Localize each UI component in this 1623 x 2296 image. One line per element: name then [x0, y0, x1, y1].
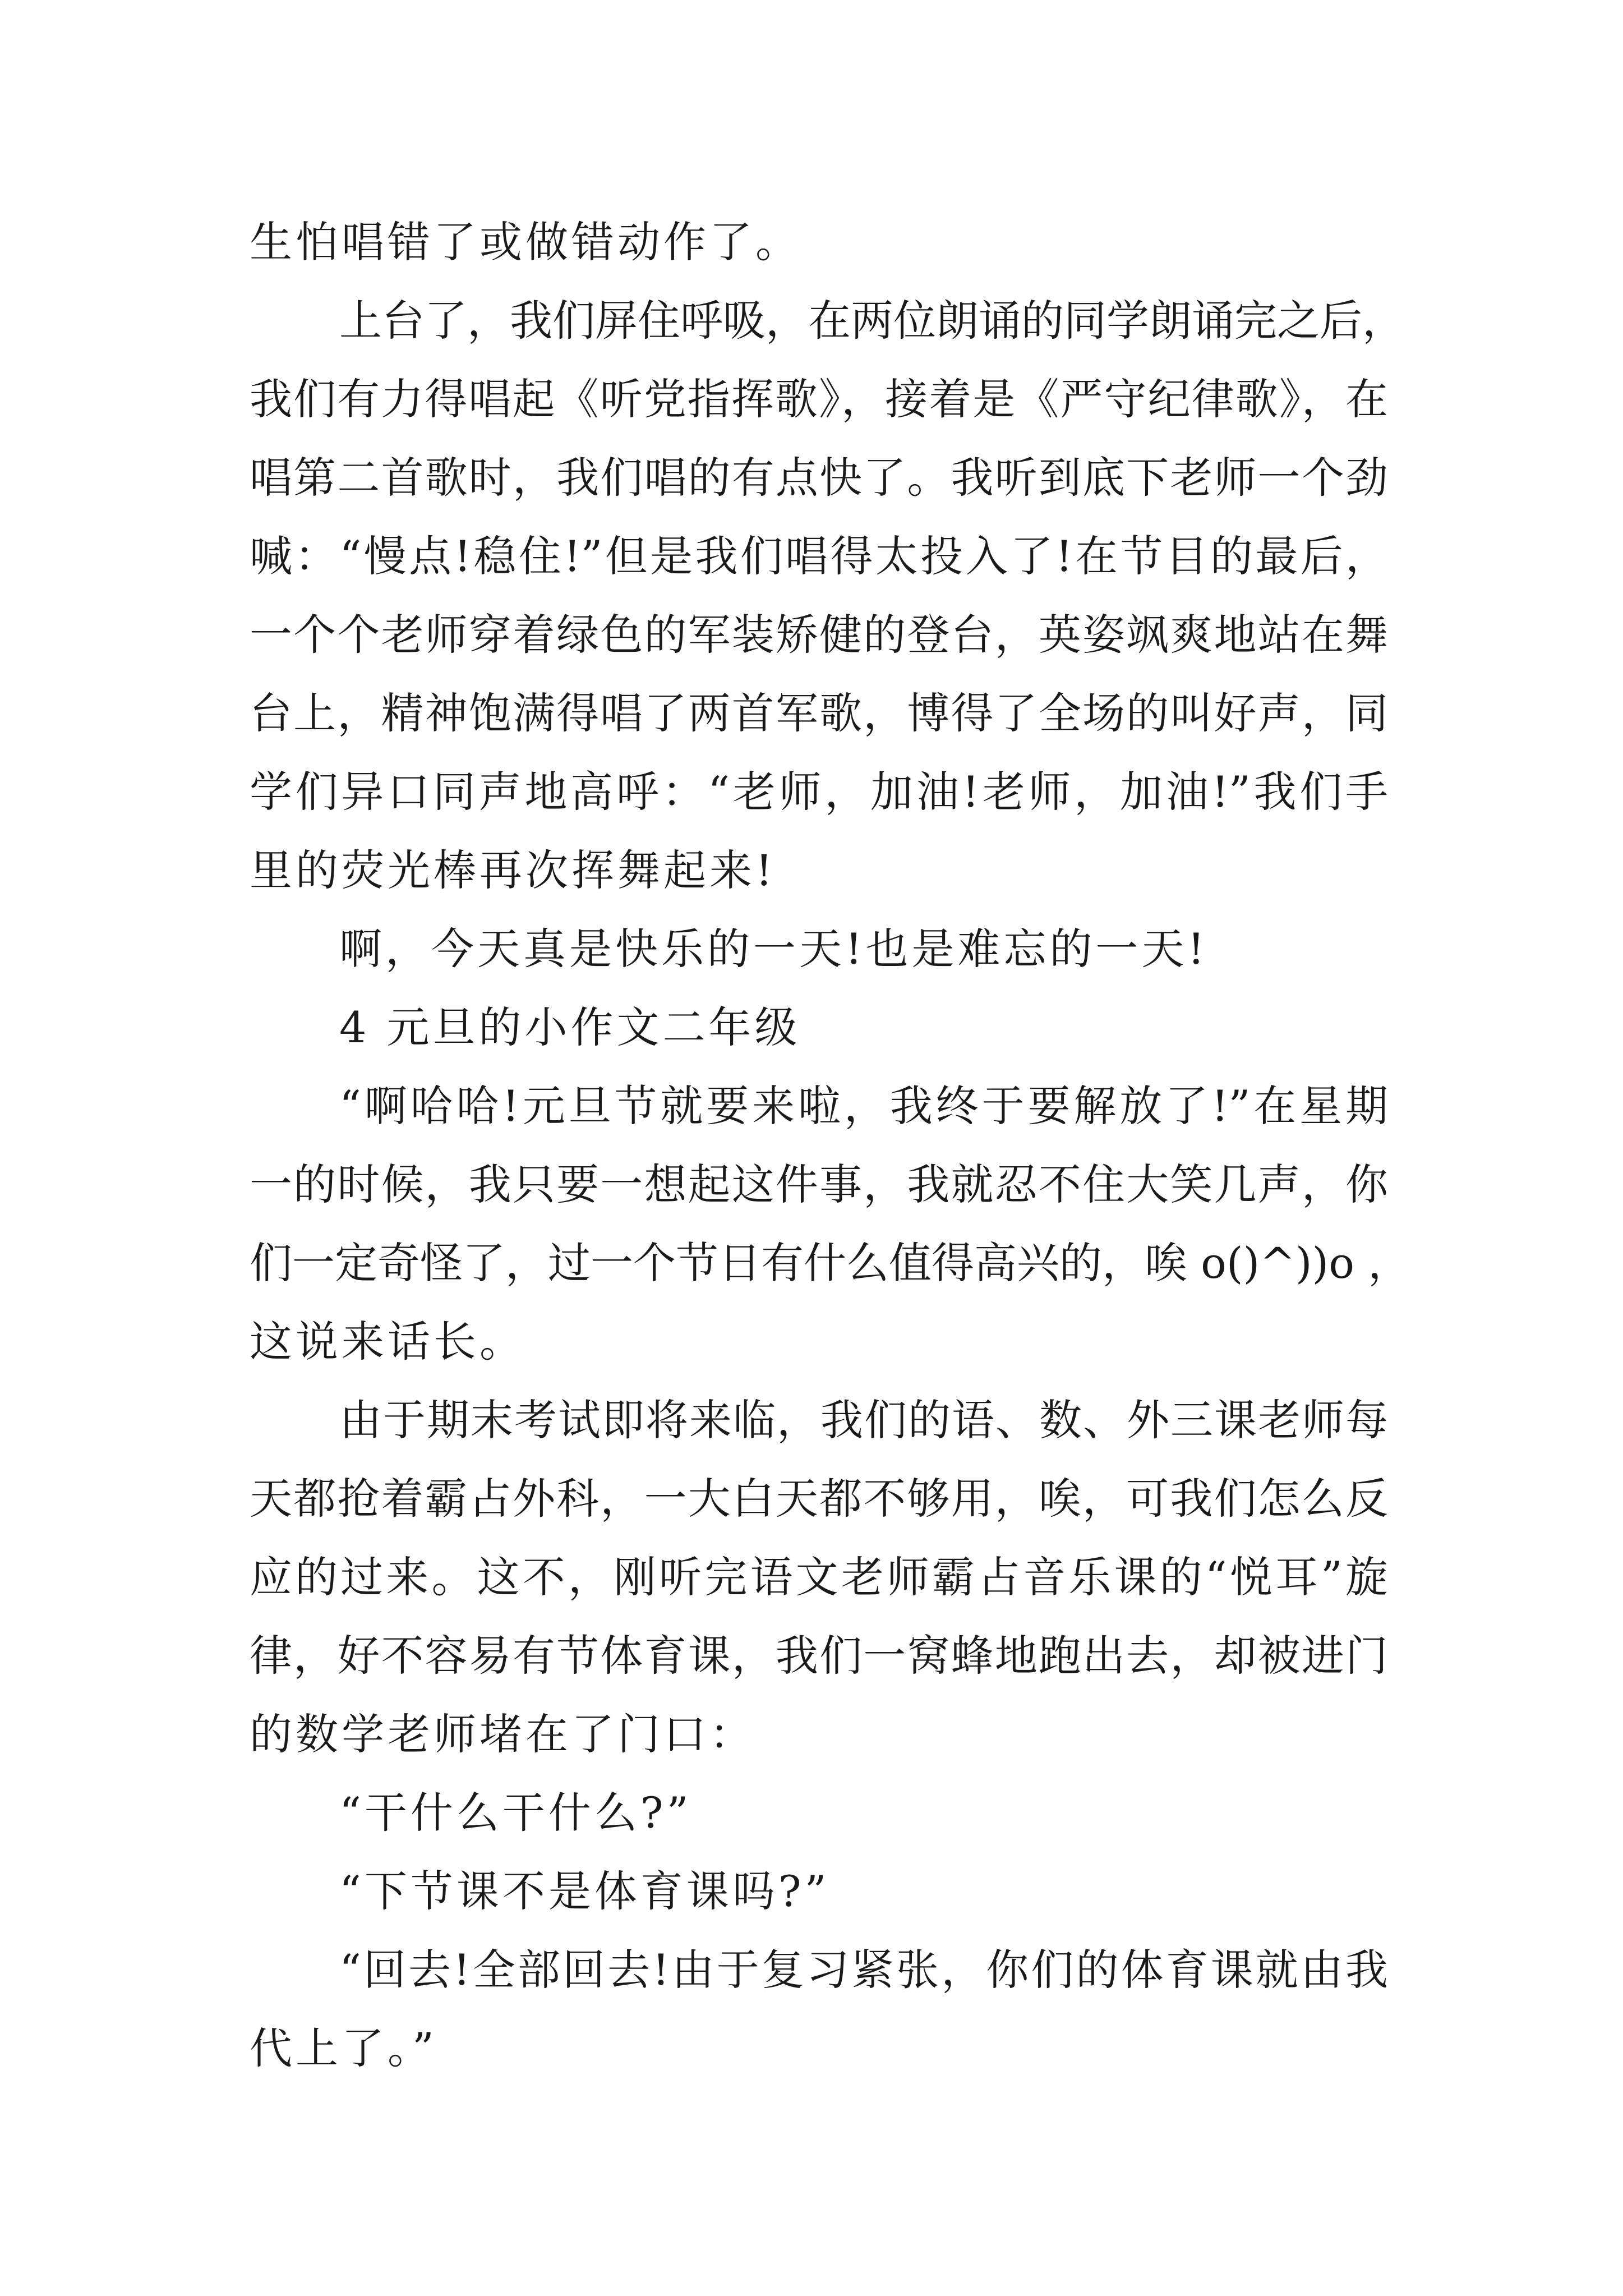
text-line: 我们有力得唱起《听党指挥歌》，接着是《严守纪律歌》，在 — [250, 374, 1388, 424]
text-line: 由于期末考试即将来临，我们的语、数、外三课老师每 — [339, 1395, 1388, 1445]
text-line: 应的过来。这不，刚听完语文老师霸占音乐课的“悦耳”旋 — [250, 1552, 1388, 1602]
text-line: “下节课不是体育课吗?” — [339, 1866, 830, 1916]
text-line: 唱第二首歌时，我们唱的有点快了。我听到底下老师一个劲 — [250, 453, 1388, 503]
text-line: 生怕唱错了或做错动作了。 — [250, 217, 801, 267]
text-line: 们一定奇怪了，过一个节日有什么值得高兴的，唉 o()^))o ， — [250, 1238, 1411, 1288]
text-line: 一的时候，我只要一想起这件事，我就忍不住大笑几声，你 — [250, 1159, 1388, 1209]
text-line: 喊：“慢点!稳住!”但是我们唱得太投入了!在节目的最后， — [250, 531, 1388, 581]
text-line: 一个个老师穿着绿色的军装矫健的登台，英姿飒爽地站在舞 — [250, 610, 1388, 660]
text-line: 这说来话长。 — [250, 1317, 525, 1366]
text-line: 天都抢着霸占外科，一大白天都不够用，唉，可我们怎么反 — [250, 1474, 1388, 1524]
text-line: 上台了，我们屏住呼吸，在两位朗诵的同学朗诵完之后， — [339, 296, 1405, 346]
text-line: “回去!全部回去!由于复习紧张，你们的体育课就由我 — [339, 1945, 1388, 1995]
text-line: 学们异口同声地高呼：“老师，加油!老师，加油!”我们手 — [250, 767, 1388, 817]
text-line: 律，好不容易有节体育课，我们一窝蜂地跑出去，却被进门 — [250, 1631, 1388, 1681]
document-body — [250, 203, 1411, 2088]
text-line: 里的荧光棒再次挥舞起来! — [250, 845, 776, 895]
text-line: “啊哈哈!元旦节就要来啦，我终于要解放了!”在星期 — [339, 1081, 1388, 1131]
text-line: 的数学老师堵在了门口： — [250, 1709, 755, 1759]
text-line: 啊，今天真是快乐的一天!也是难忘的一天! — [339, 924, 1209, 974]
text-line: 4 元旦的小作文二年级 — [339, 1002, 801, 1052]
text-line: “干什么干什么?” — [339, 1788, 692, 1838]
text-line: 代上了。” — [250, 2023, 437, 2073]
text-line: 台上，精神饱满得唱了两首军歌，博得了全场的叫好声，同 — [250, 688, 1388, 738]
